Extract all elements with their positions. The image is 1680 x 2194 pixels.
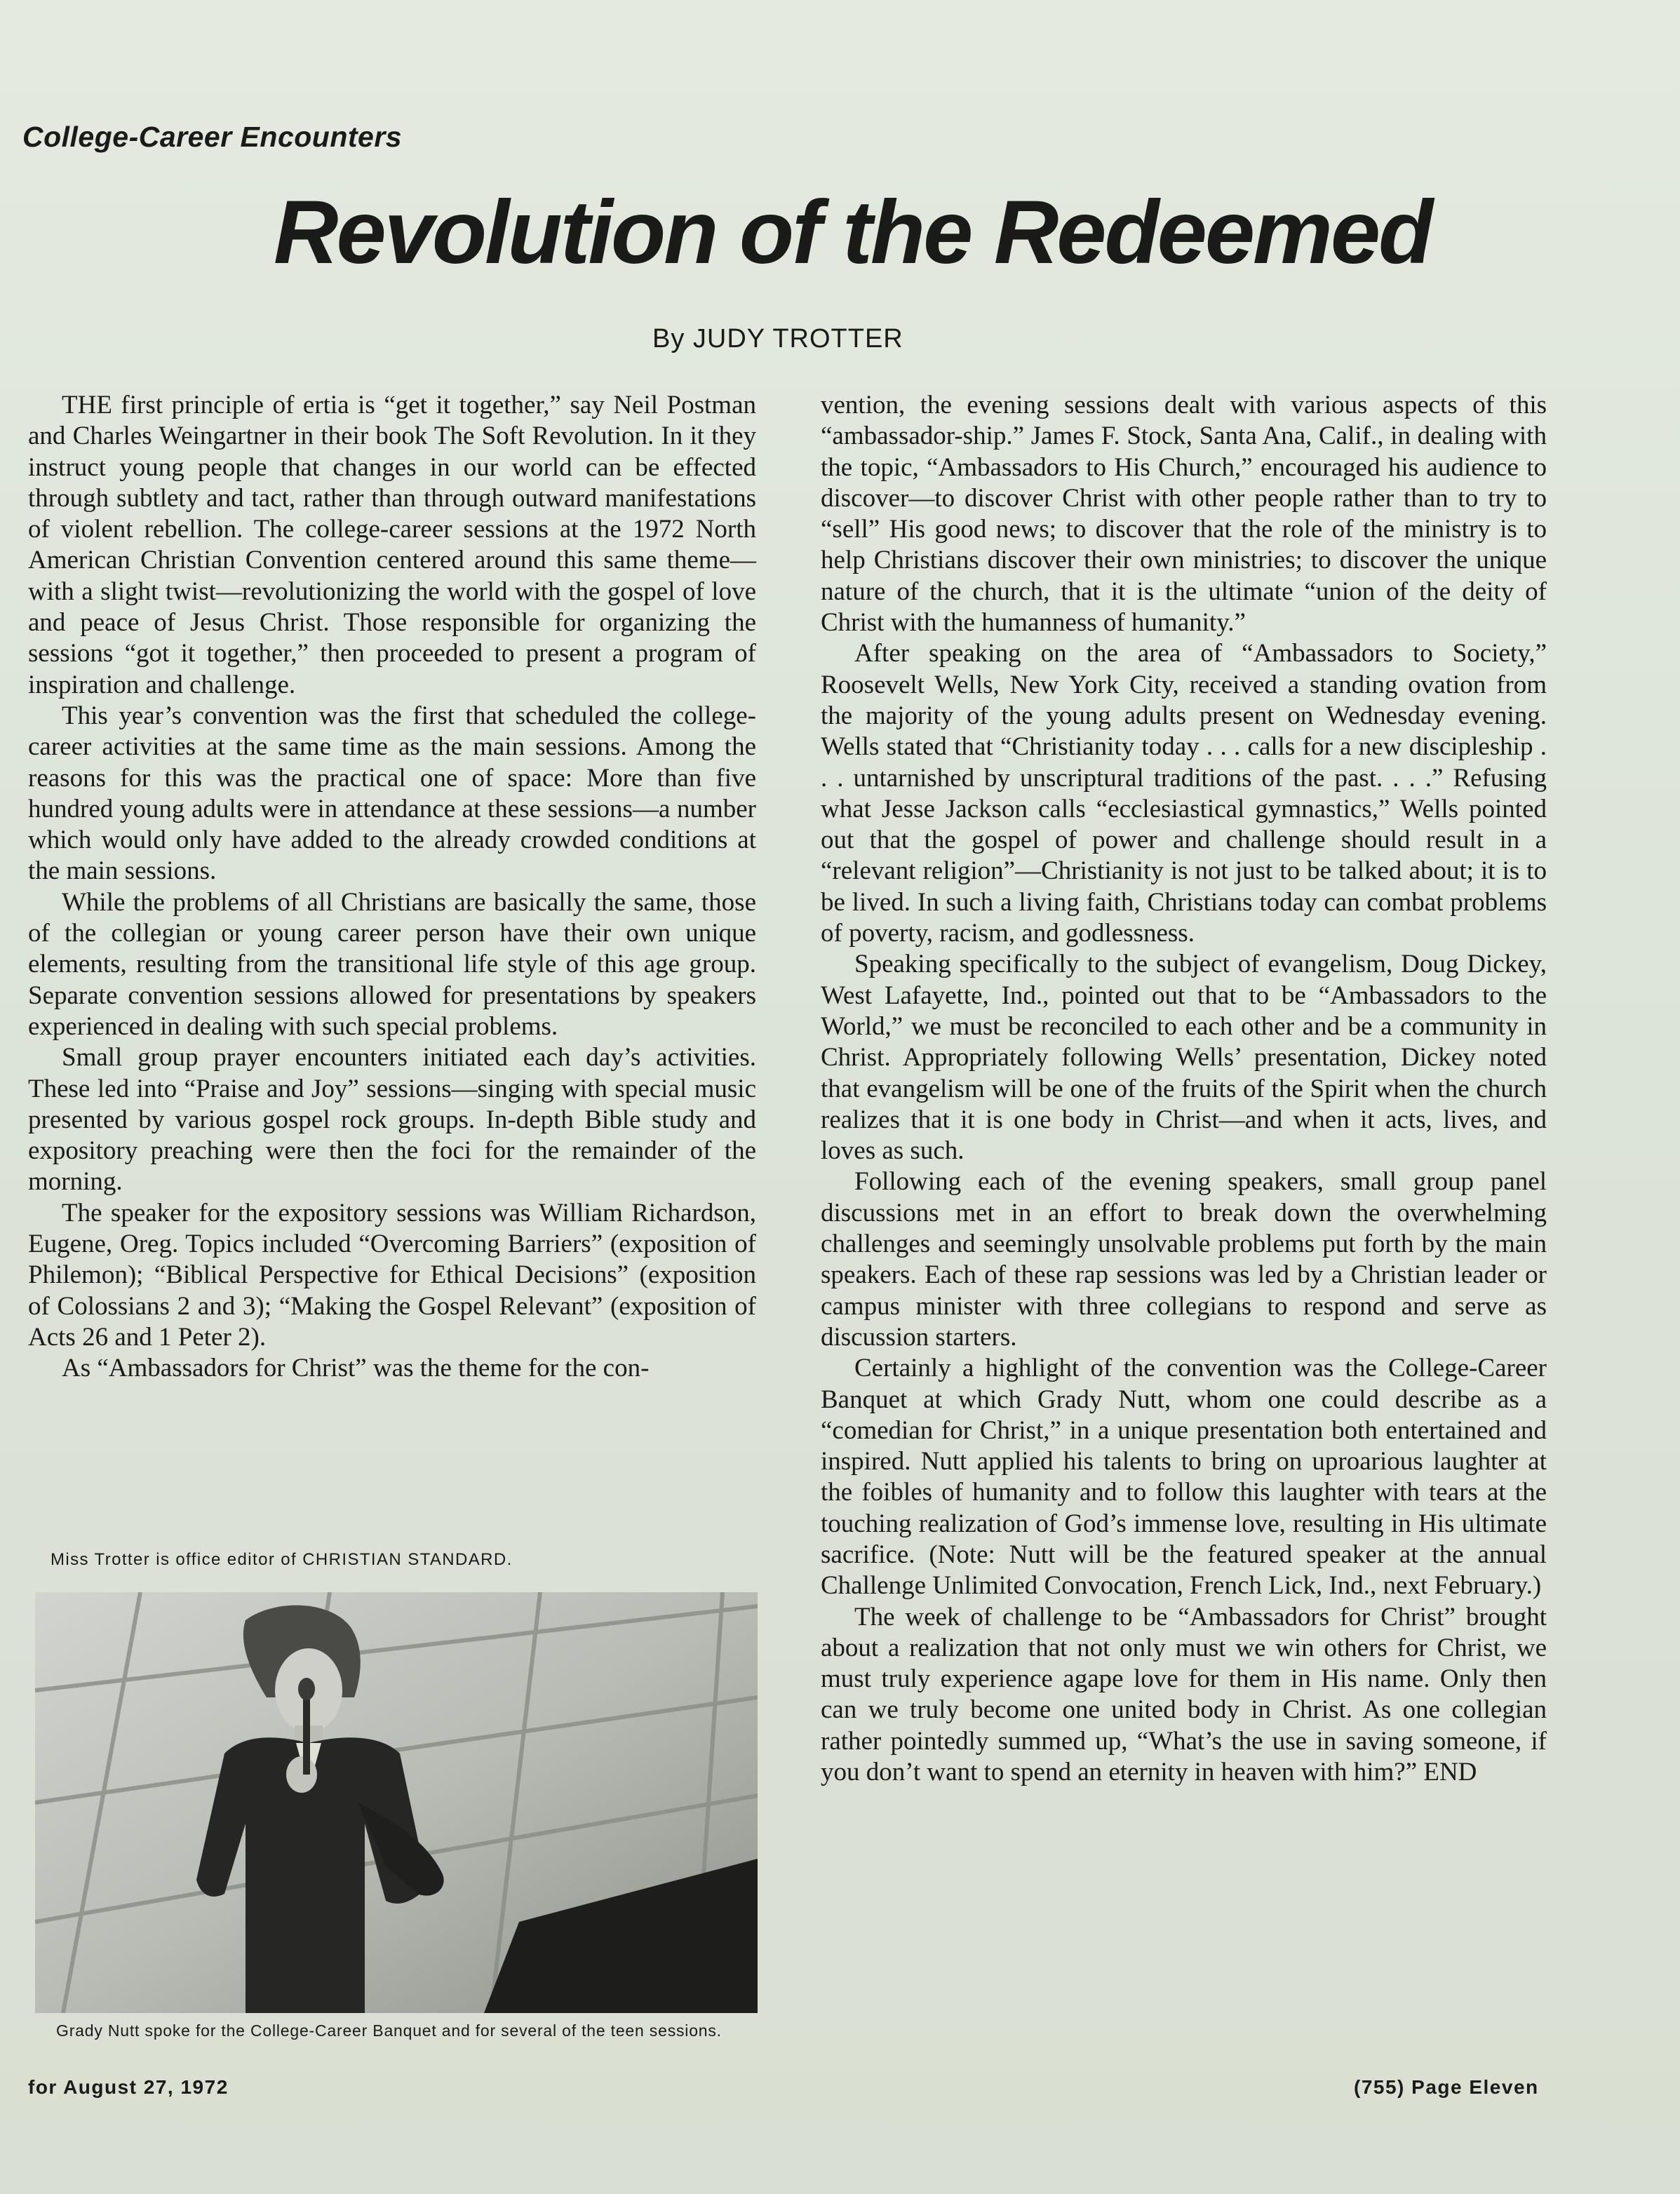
author-footnote: Miss Trotter is office editor of CHRISTIAN STANDARD. bbox=[51, 1550, 513, 1569]
photo-caption: Grady Nutt spoke for the College-Career Banquet and for several of the teen sessions. bbox=[56, 2021, 722, 2040]
article-paragraph: Certainly a highlight of the convention was the College-Career Banquet at which Grady Nutt, whom one could describe as a “comedian for Christ,” in a unique presentation both entertained and inspired. Nutt applied his talents to bring on uproarious laughter at the foibles of humanity and to follow this laughter with tears at the touching realization of God’s immense love, resulting in His ultimate sacrifice. (Note: Nutt will be the featured speaker at the annual Challenge Unlimited Convocation, French Lick, Ind., next February.) bbox=[821, 1354, 1547, 1601]
article-paragraph: THE first principle of ertia is “get it together,” say Neil Postman and Charles Weingartner in their book The Soft Revolution. In it they instruct young people that changes in our world can be effected through subtlety and tact, rather than through outward manifestations of violent rebellion. The college-career sessions at the 1972 North American Christian Convention centered around this same theme—with a slight twist—revolutionizing the world with the gospel of love and peace of Jesus Christ. Those responsible for organizing the sessions “got it together,” then proceeded to present a program of inspiration and challenge. bbox=[28, 391, 756, 699]
article-paragraph: Following each of the evening speakers, small group panel discussions met in an effort to break down the overwhelming challenges and seemingly unsolvable problems put forth by the main speakers. Each of these rap sessions was led by a Christian leader or campus minister with three collegians to respond and serve as discussion starters. bbox=[821, 1167, 1547, 1352]
article-paragraph: The week of challenge to be “Ambassadors for Christ” brought about a realization that not only must we win others for Christ, we must truly experience agape love for them in His name. Only then can we truly become one united body in Christ. As one collegian rather pointedly summed up, “What’s the use in saving someone, if you don’t want to spend an eternity in heaven with him?” END bbox=[821, 1602, 1547, 1787]
article-column-right bbox=[821, 390, 1547, 1788]
article-paragraph: This year’s convention was the first that scheduled the college-career activities at the same time as the main sessions. Among the reasons for this was the practical one of space: More than five hundred young adults were in attendance at these sessions—a number which would only have added to the already crowded conditions at the main sessions. bbox=[28, 701, 756, 886]
article-paragraph: After speaking on the area of “Ambassadors to Society,” Roosevelt Wells, New York City, received a standing ovation from the majority of the young adults present on Wednesday evening. Wells stated that “Christianity today . . . calls for a new discipleship . . . untarnished by unscriptural traditions of the past. . . .” Refusing what Jesse Jackson calls “ecclesiastical gymnastics,” Wells pointed out that the gospel of power and challenge should result in a “relevant religion”—Christianity is not just to be talked about; it is to be lived. In such a living faith, Christians today can combat problems of poverty, racism, and godlessness. bbox=[821, 639, 1547, 948]
article-paragraph: Speaking specifically to the subject of evangelism, Doug Dickey, West Lafayette, Ind., pointed out that to be “Ambassadors to the World,” we must be reconciled to each other and be a community in Christ. Appropriately following Wells’ presentation, Dickey noted that evangelism will be one of the fruits of the Spirit when the church realizes that it is one body in Christ—and when it acts, lives, and loves as such. bbox=[821, 950, 1547, 1166]
page-number: (755) Page Eleven bbox=[1354, 2076, 1539, 2098]
speaker-photo-image bbox=[35, 1592, 758, 2013]
article-headline: Revolution of the Redeemed bbox=[274, 182, 1432, 283]
article-byline: By JUDY TROTTER bbox=[652, 324, 903, 354]
article-paragraph: Small group prayer encounters initiated each day’s activities. These led into “Praise and Joy” sessions—singing with special music presented by various gospel rock groups. In-depth Bible study and expository preaching were then the foci for the remainder of the morning. bbox=[28, 1043, 756, 1197]
speaker-photo bbox=[35, 1592, 758, 2013]
article-paragraph: vention, the evening sessions dealt with various aspects of this “ambassador-ship.” James F. Stock, Santa Ana, Calif., in dealing with the topic, “Ambassadors to His Church,” encouraged his audience to discover—to discover Christ with other people rather than to try to “sell” His good news; to discover that the role of the ministry is to help Christians discover their own ministries; to discover the unique nature of the church, that it is the ultimate “union of the deity of Christ with the humanness of humanity.” bbox=[821, 391, 1547, 638]
issue-date: for August 27, 1972 bbox=[28, 2076, 229, 2098]
article-paragraph: As “Ambassadors for Christ” was the theme for the con- bbox=[62, 1354, 650, 1383]
article-column-left bbox=[28, 390, 756, 1385]
article-paragraph: The speaker for the expository sessions was William Richardson, Eugene, Oreg. Topics included “Overcoming Barriers” (exposition of Philemon); “Biblical Perspective for Ethical Decisions” (exposition of Colossians 2 and 3); “Making the Gospel Relevant” (exposition of Acts 26 and 1 Peter 2). bbox=[28, 1198, 756, 1352]
article-paragraph: While the problems of all Christians are basically the same, those of the collegian or young career person have their own unique elements, resulting from the transitional life style of this age group. Separate convention sessions allowed for presentations by speakers experienced in dealing with such special problems. bbox=[28, 887, 756, 1041]
department-label: College-Career Encounters bbox=[22, 121, 403, 153]
